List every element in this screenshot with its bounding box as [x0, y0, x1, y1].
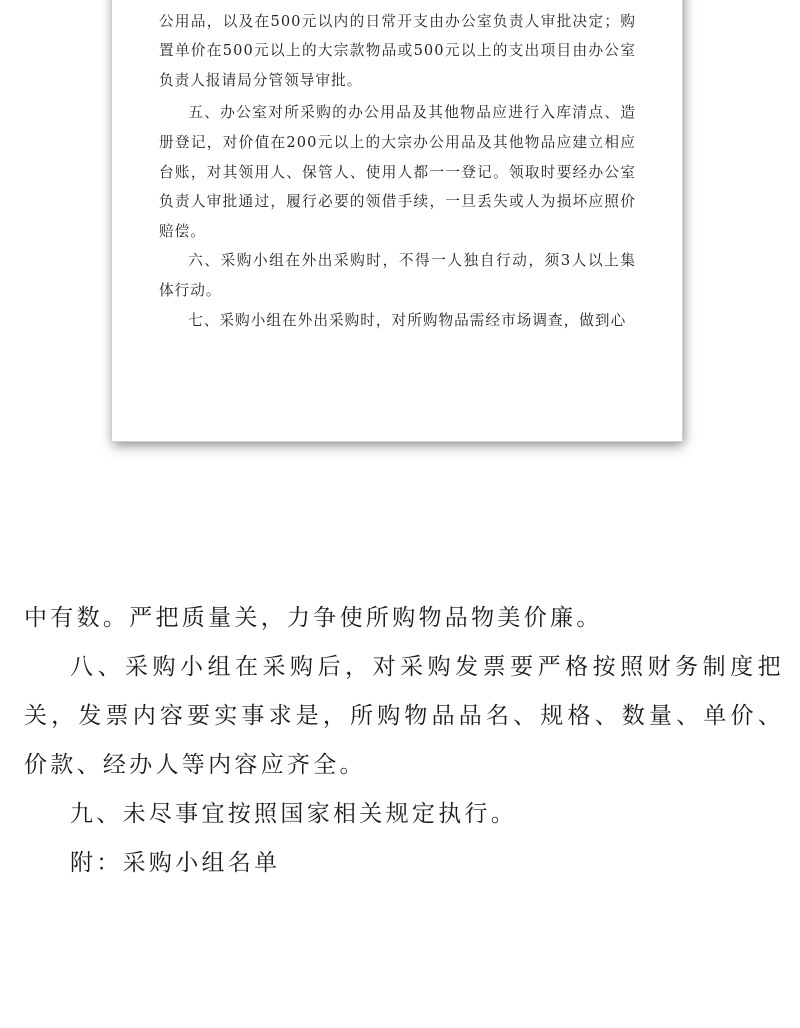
paragraph-continuation: 中有数。严把质量关，力争使所购物品物美价廉。 — [24, 605, 603, 631]
document-page-preview — [112, 0, 682, 441]
paragraph-item-8: 八、采购小组在采购后，对采购发票要严格按照财务制度把关，发票内容要实事求是，所购物品品名、规格、数量、单价、价款、经办人等内容应齐全。 — [24, 654, 784, 778]
paragraph-item-9: 九、未尽事宜按照国家相关规定执行。 — [70, 801, 518, 827]
document-body — [24, 594, 784, 888]
paragraph-item-4: 公用品，以及在500元以内的日常开支由办公室负责人审批决定；购置单价在500元以上的大宗款物品或500元以上的支出项目由办公室负责人报请局分管领导审批。 — [159, 12, 636, 89]
paragraph-item-6: 六、采购小组在外出采购时，不得一人独自行动，须3人以上集体行动。 — [159, 252, 636, 299]
paragraph-item-7: 七、采购小组在外出采购时，对所购物品需经市场调查，做到心 — [188, 311, 627, 329]
page-preview-text — [159, 0, 636, 335]
paragraph-item-5: 五、办公室对所采购的办公用品及其他物品应进行入库清点、造册登记，对价值在200元以上的大宗办公用品及其他物品应建立相应台账，对其领用人、保管人、使用人都一一登记。领取时要经办公室负责人审批通过，履行必要的领借手续，一旦丢失或人为损坏应照价赔偿。 — [159, 104, 636, 240]
paragraph-attachment: 附：采购小组名单 — [70, 850, 281, 876]
